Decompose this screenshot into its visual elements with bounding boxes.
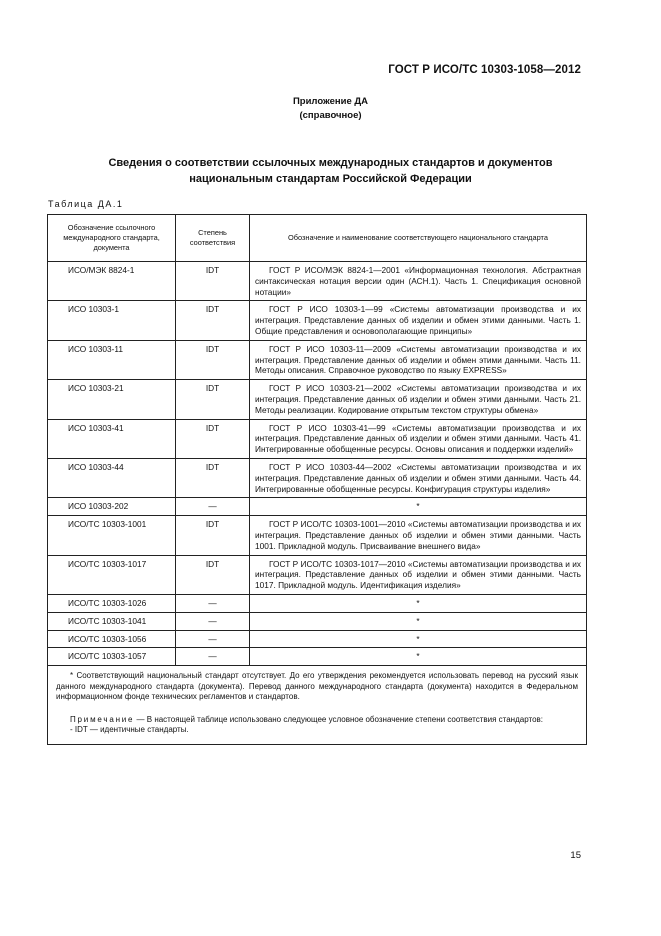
national-standard-cell: ГОСТ Р ИСО 10303-21—2002 «Системы автоматизации производства и их интеграция. Представление данных об изделии и обмен этими данными. Часть 21. Методы реализации. Кодирование открытым текстом структуры обмена» xyxy=(250,380,587,419)
table-row xyxy=(48,594,587,612)
table-header-row xyxy=(48,215,587,262)
header-national: Обозначение и наименование соответствующего национального стандарта xyxy=(250,215,587,262)
designation-cell: ИСО/ТС 10303-1057 xyxy=(48,648,176,666)
table-row xyxy=(48,340,587,379)
table-body xyxy=(48,262,587,666)
table-row xyxy=(48,612,587,630)
designation-cell: ИСО/ТС 10303-1041 xyxy=(48,612,176,630)
section-title-line1: Сведения о соответствии ссылочных международных стандартов и документов xyxy=(108,157,553,169)
section-title-line2: национальным стандартам Российской Федерации xyxy=(189,173,472,185)
designation-cell: ИСО 10303-41 xyxy=(48,419,176,458)
national-standard-cell: ГОСТ Р ИСО 10303-11—2009 «Системы автоматизации производства и их интеграция. Представление данных об изделии и обмен этими данными. Часть 11. Методы описания. Справочное руководство по языку EXPRESS» xyxy=(250,340,587,379)
designation-cell: ИСО 10303-11 xyxy=(48,340,176,379)
designation-cell: ИСО/ТС 10303-1001 xyxy=(48,516,176,555)
note-item: - IDT — идентичные стандарты. xyxy=(70,725,189,735)
degree-cell: — xyxy=(176,612,250,630)
document-code: ГОСТ Р ИСО/ТС 10303-1058—2012 xyxy=(388,64,581,76)
table-row xyxy=(48,498,587,516)
degree-cell: IDT xyxy=(176,301,250,340)
appendix-heading xyxy=(0,95,661,123)
table-row xyxy=(48,555,587,594)
national-standard-cell: ГОСТ Р ИСО 10303-41—99 «Системы автоматизации производства и их интеграция. Представление данных об изделии и обмен этими данными. Часть 41. Интегрированные обобщенные ресурсы. Основы описания и поддержки изделий» xyxy=(250,419,587,458)
national-standard-cell: ГОСТ Р ИСО 10303-44—2002 «Системы автоматизации производства и их интеграция. Представление данных об изделии и обмен этими данными. Часть 44. Интегрированные обобщенные ресурсы. Конфигурация структуры изделия» xyxy=(250,458,587,497)
designation-cell: ИСО 10303-21 xyxy=(48,380,176,419)
appendix-sub: (справочное) xyxy=(299,110,362,121)
national-standard-cell: * xyxy=(250,594,587,612)
table-row xyxy=(48,262,587,301)
table-row xyxy=(48,301,587,340)
table-row xyxy=(48,458,587,497)
degree-cell: IDT xyxy=(176,555,250,594)
degree-cell: IDT xyxy=(176,458,250,497)
table-label: Таблица ДА.1 xyxy=(48,199,124,209)
degree-cell: — xyxy=(176,498,250,516)
degree-cell: IDT xyxy=(176,516,250,555)
degree-cell: IDT xyxy=(176,380,250,419)
national-standard-cell: ГОСТ Р ИСО/ТС 10303-1017—2010 «Системы автоматизации производства и их интеграция. Представление данных об изделии и обмен этими данными. Часть 1017. Прикладной модуль. Идентификация изделия» xyxy=(250,555,587,594)
designation-cell: ИСО/ТС 10303-1017 xyxy=(48,555,176,594)
table-row xyxy=(48,630,587,648)
footnote: * Соответствующий национальный стандарт отсутствует. До его утверждения рекомендуется использовать перевод на русский язык данного международного стандарта (документа). Перевод данного международного стандарта (документа) находится в Федеральном информационном фонде технических регламентов и стандартов. xyxy=(56,671,578,702)
header-designation: Обозначение ссылочного международного стандарта, документа xyxy=(48,215,176,262)
table-notes xyxy=(48,666,587,745)
degree-cell: IDT xyxy=(176,340,250,379)
note-text: — В настоящей таблице использовано следующее условное обозначение степени соответствия стандартов: xyxy=(134,714,543,724)
correspondence-table xyxy=(47,214,587,745)
note-label: Примечание xyxy=(70,714,135,724)
designation-cell: ИСО/ТС 10303-1056 xyxy=(48,630,176,648)
degree-cell: — xyxy=(176,630,250,648)
designation-cell: ИСО/ТС 10303-1026 xyxy=(48,594,176,612)
national-standard-cell: * xyxy=(250,612,587,630)
section-title xyxy=(60,155,601,187)
table-row xyxy=(48,648,587,666)
degree-cell: — xyxy=(176,648,250,666)
page-number: 15 xyxy=(570,850,581,861)
degree-cell: IDT xyxy=(176,419,250,458)
national-standard-cell: ГОСТ Р ИСО/ТС 10303-1001—2010 «Системы автоматизации производства и их интеграция. Представление данных об изделии и обмен этими данными. Часть 1001. Прикладной модуль. Присваивание внешнего вида» xyxy=(250,516,587,555)
national-standard-cell: * xyxy=(250,648,587,666)
national-standard-cell: * xyxy=(250,630,587,648)
table-row xyxy=(48,419,587,458)
national-standard-cell: ГОСТ Р ИСО/МЭК 8824-1—2001 «Информационная технология. Абстрактная синтаксическая нотация версии один (АСН.1). Часть 1. Спецификация основной нотации» xyxy=(250,262,587,301)
degree-cell: — xyxy=(176,594,250,612)
note xyxy=(56,715,578,726)
designation-cell: ИСО/МЭК 8824-1 xyxy=(48,262,176,301)
designation-cell: ИСО 10303-202 xyxy=(48,498,176,516)
degree-cell: IDT xyxy=(176,262,250,301)
table-notes-row xyxy=(48,666,587,745)
national-standard-cell: * xyxy=(250,498,587,516)
table-row xyxy=(48,380,587,419)
appendix-label: Приложение ДА xyxy=(292,96,369,107)
designation-cell: ИСО 10303-44 xyxy=(48,458,176,497)
national-standard-cell: ГОСТ Р ИСО 10303-1—99 «Системы автоматизации производства и их интеграция. Представление данных об изделии и обмен этими данными. Часть 1. Общие представления и основополагающие принципы» xyxy=(250,301,587,340)
header-degree: Степень соответствия xyxy=(176,215,250,262)
table-row xyxy=(48,516,587,555)
designation-cell: ИСО 10303-1 xyxy=(48,301,176,340)
